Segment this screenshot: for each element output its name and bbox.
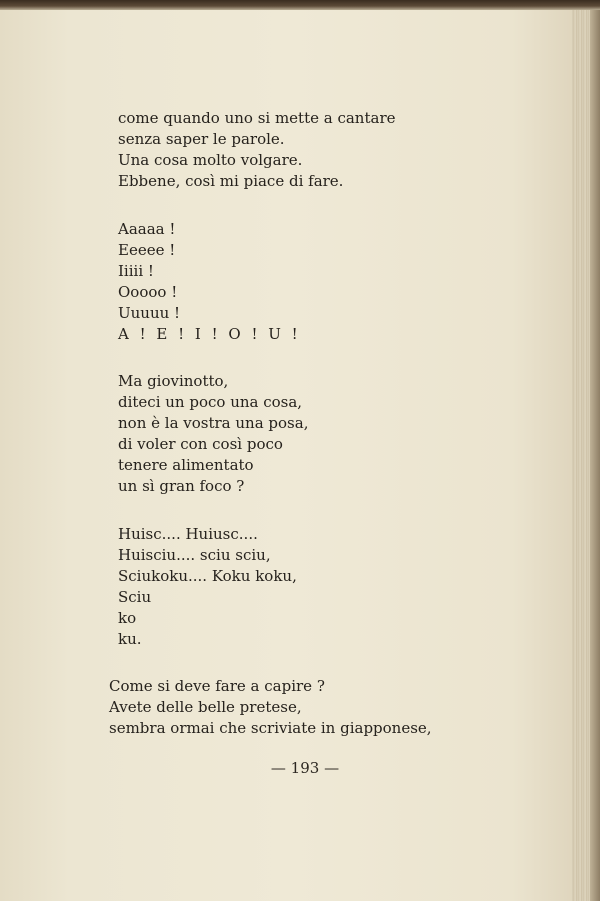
stanza-2	[118, 219, 418, 345]
poem-line: diteci un poco una cosa,	[118, 393, 303, 411]
poem-line: A ! E ! I ! O ! U !	[118, 325, 301, 343]
poem-line: tenere alimentato	[118, 456, 254, 474]
poem-line: Una cosa molto volgare.	[118, 151, 303, 169]
stanza-3	[118, 371, 418, 497]
poem-line: Eeeee !	[118, 241, 176, 259]
poem-line: Huisc.... Huiusc....	[118, 525, 258, 543]
poem-line: Iiiii !	[118, 262, 154, 280]
poem-line: Uuuuu !	[118, 304, 181, 322]
poem-line: ko	[118, 609, 137, 627]
poem-line: non è la vostra una posa,	[118, 414, 309, 432]
poem-line: sembra ormai che scriviate in giapponese,	[109, 719, 432, 737]
poem-line: di voler con così poco	[118, 435, 283, 453]
poem-line: un sì gran foco ?	[118, 477, 245, 495]
poem-line: Huisciu.... sciu sciu,	[118, 546, 271, 564]
poem-line: come quando uno si mette a cantare	[118, 109, 396, 127]
poem-line: Ebbene, così mi piace di fare.	[118, 172, 344, 190]
poem-line: Sciukoku.... Koku koku,	[118, 567, 297, 585]
poem-line: Ooooo !	[118, 283, 178, 301]
stanza-4	[118, 524, 418, 650]
poem-line: Aaaaa !	[118, 220, 176, 238]
poem-line: ku.	[118, 630, 142, 648]
poem-line: Ma giovinotto,	[118, 372, 229, 390]
poem-line: senza saper le parole.	[118, 130, 285, 148]
stanza-1	[118, 108, 418, 192]
book-fore-edge	[590, 8, 600, 901]
book-top-edge	[0, 0, 600, 10]
stanza-5	[109, 676, 449, 739]
poem-line: Sciu	[118, 588, 152, 606]
page-number: — 193 —	[270, 759, 340, 777]
poem-line: Come si deve fare a capire ?	[109, 677, 325, 695]
poem-line: Avete delle belle pretese,	[109, 698, 302, 716]
